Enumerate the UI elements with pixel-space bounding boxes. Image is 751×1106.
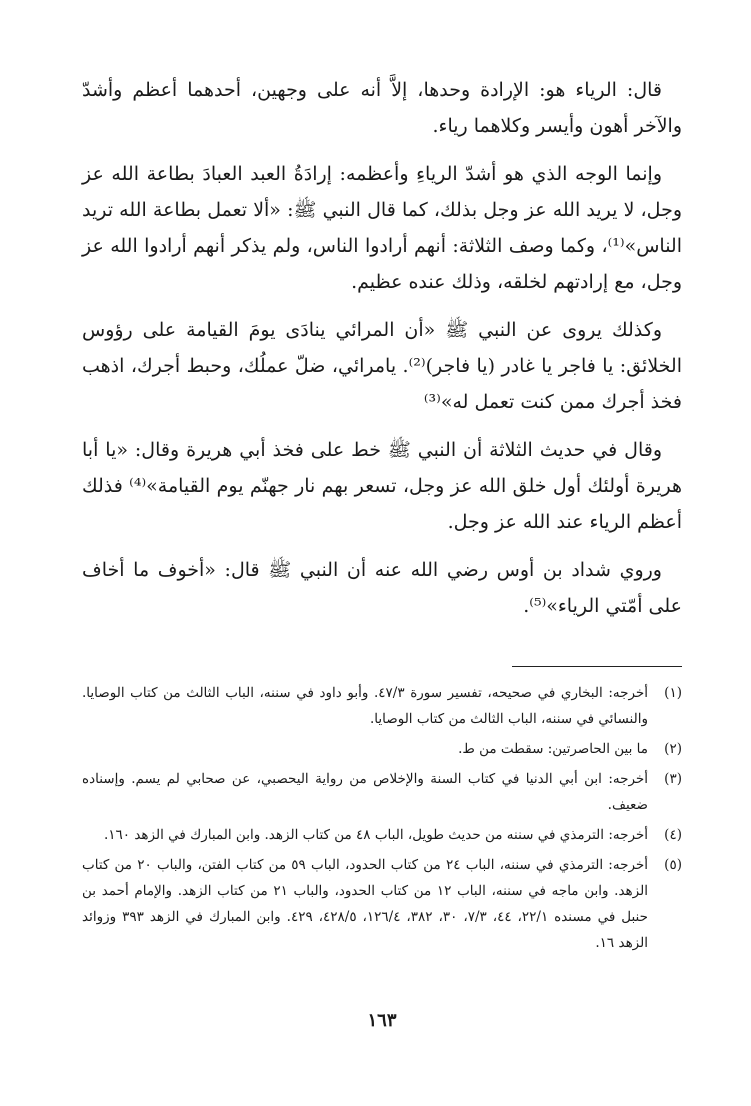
footnote-number: (٥) xyxy=(664,857,682,873)
footnote-4 xyxy=(82,822,682,848)
paragraph-4: وقال في حديث الثلاثة أن النبي ﷺ خط على فخذ أبي هريرة وقال: «يا أبا هريرة أولئك أول خلق الله عز وجل، تسعر بهم نار جهنّم يوم القيامة»⁽⁴⁾ فذلك أعظم الرياء عند الله عز وجل. xyxy=(82,439,682,533)
footnote-number: (٢) xyxy=(664,741,682,757)
footnote-text: أخرجه: ابن أبي الدنيا في كتاب السنة والإخلاص من رواية اليحصبي، عن صحابي لم يسم. وإسناده ضعيف. xyxy=(82,771,648,813)
footnote-3 xyxy=(82,766,682,818)
footnote-divider xyxy=(512,666,682,667)
footnote-number: (٣) xyxy=(664,771,682,787)
page-number: ١٦٣ xyxy=(367,1010,397,1031)
book-page xyxy=(82,72,682,1072)
main-text xyxy=(82,72,682,636)
footnote-number: (١) xyxy=(664,685,682,701)
footnote-5 xyxy=(82,852,682,956)
paragraph-1: قال: الرياء هو: الإرادة وحدها، إلاَّ أنه على وجهين، أحدهما أعظم وأشدّ والآخر أهون وأيسر وكلاهما رياء. xyxy=(82,79,682,137)
footnotes xyxy=(82,680,682,960)
footnote-text: أخرجه: البخاري في صحيحه، تفسير سورة ٤٧/٣. وأبو داود في سننه، الباب الثالث من كتاب الوصايا. والنسائي في سننه، الباب الثالث من كتاب الوصايا. xyxy=(82,685,648,727)
footnote-2 xyxy=(82,736,682,762)
paragraph-5: وروي شداد بن أوس رضي الله عنه أن النبي ﷺ قال: «أخوف ما أخاف على أمّتي الرياء»⁽⁵⁾. xyxy=(82,559,682,617)
footnote-1 xyxy=(82,680,682,732)
footnote-number: (٤) xyxy=(664,827,682,843)
paragraph-3: وكذلك يروى عن النبي ﷺ «أن المرائي ينادَى يومَ القيامة على رؤوس الخلائق: يا فاجر يا غادر (يا فاجر)⁽²⁾. يامرائي، ضلّ عملُك، وحبط أجرك، اذهب فخذ أجرك ممن كنت تعمل له»⁽³⁾ xyxy=(82,319,682,413)
paragraph-2: وإنما الوجه الذي هو أشدّ الرياءِ وأعظمه: إرادَةُ العبد العبادَ بطاعة الله عز وجل، لا يريد الله عز وجل بذلك، كما قال النبي ﷺ: «ألا تعمل بطاعة الله تريد الناس»⁽¹⁾، وكما وصف الثلاثة: أنهم أرادوا الناس، ولم يذكر أنهم أرادوا الله عز وجل، مع إرادتهم لخلقه، وذلك عنده عظيم. xyxy=(82,163,682,293)
footnote-text: ما بين الحاصرتين: سقطت من ط. xyxy=(458,741,648,757)
footnote-text: أخرجه: الترمذي في سننه من حديث طويل، الباب ٤٨ من كتاب الزهد. وابن المبارك في الزهد ١٦٠. xyxy=(103,827,648,843)
footnote-text: أخرجه: الترمذي في سننه، الباب ٢٤ من كتاب الحدود، الباب ٥٩ من كتاب الفتن، والباب ٢٠ من كتاب الزهد. وابن ماجه في سننه، الباب ١٢ من كتاب الحدود، والباب ٢١ من كتاب الزهد. والإمام أحمد بن حنبل في مسنده ٢٢/١، ٤٤، ٧/٣، ٣٠، ٣٨٢، ١٢٦/٤، ٤٢٨/٥، ٤٢٩. وابن المبارك في الزهد ٣٩٣ وزوائد الزهد ١٦. xyxy=(82,857,648,951)
